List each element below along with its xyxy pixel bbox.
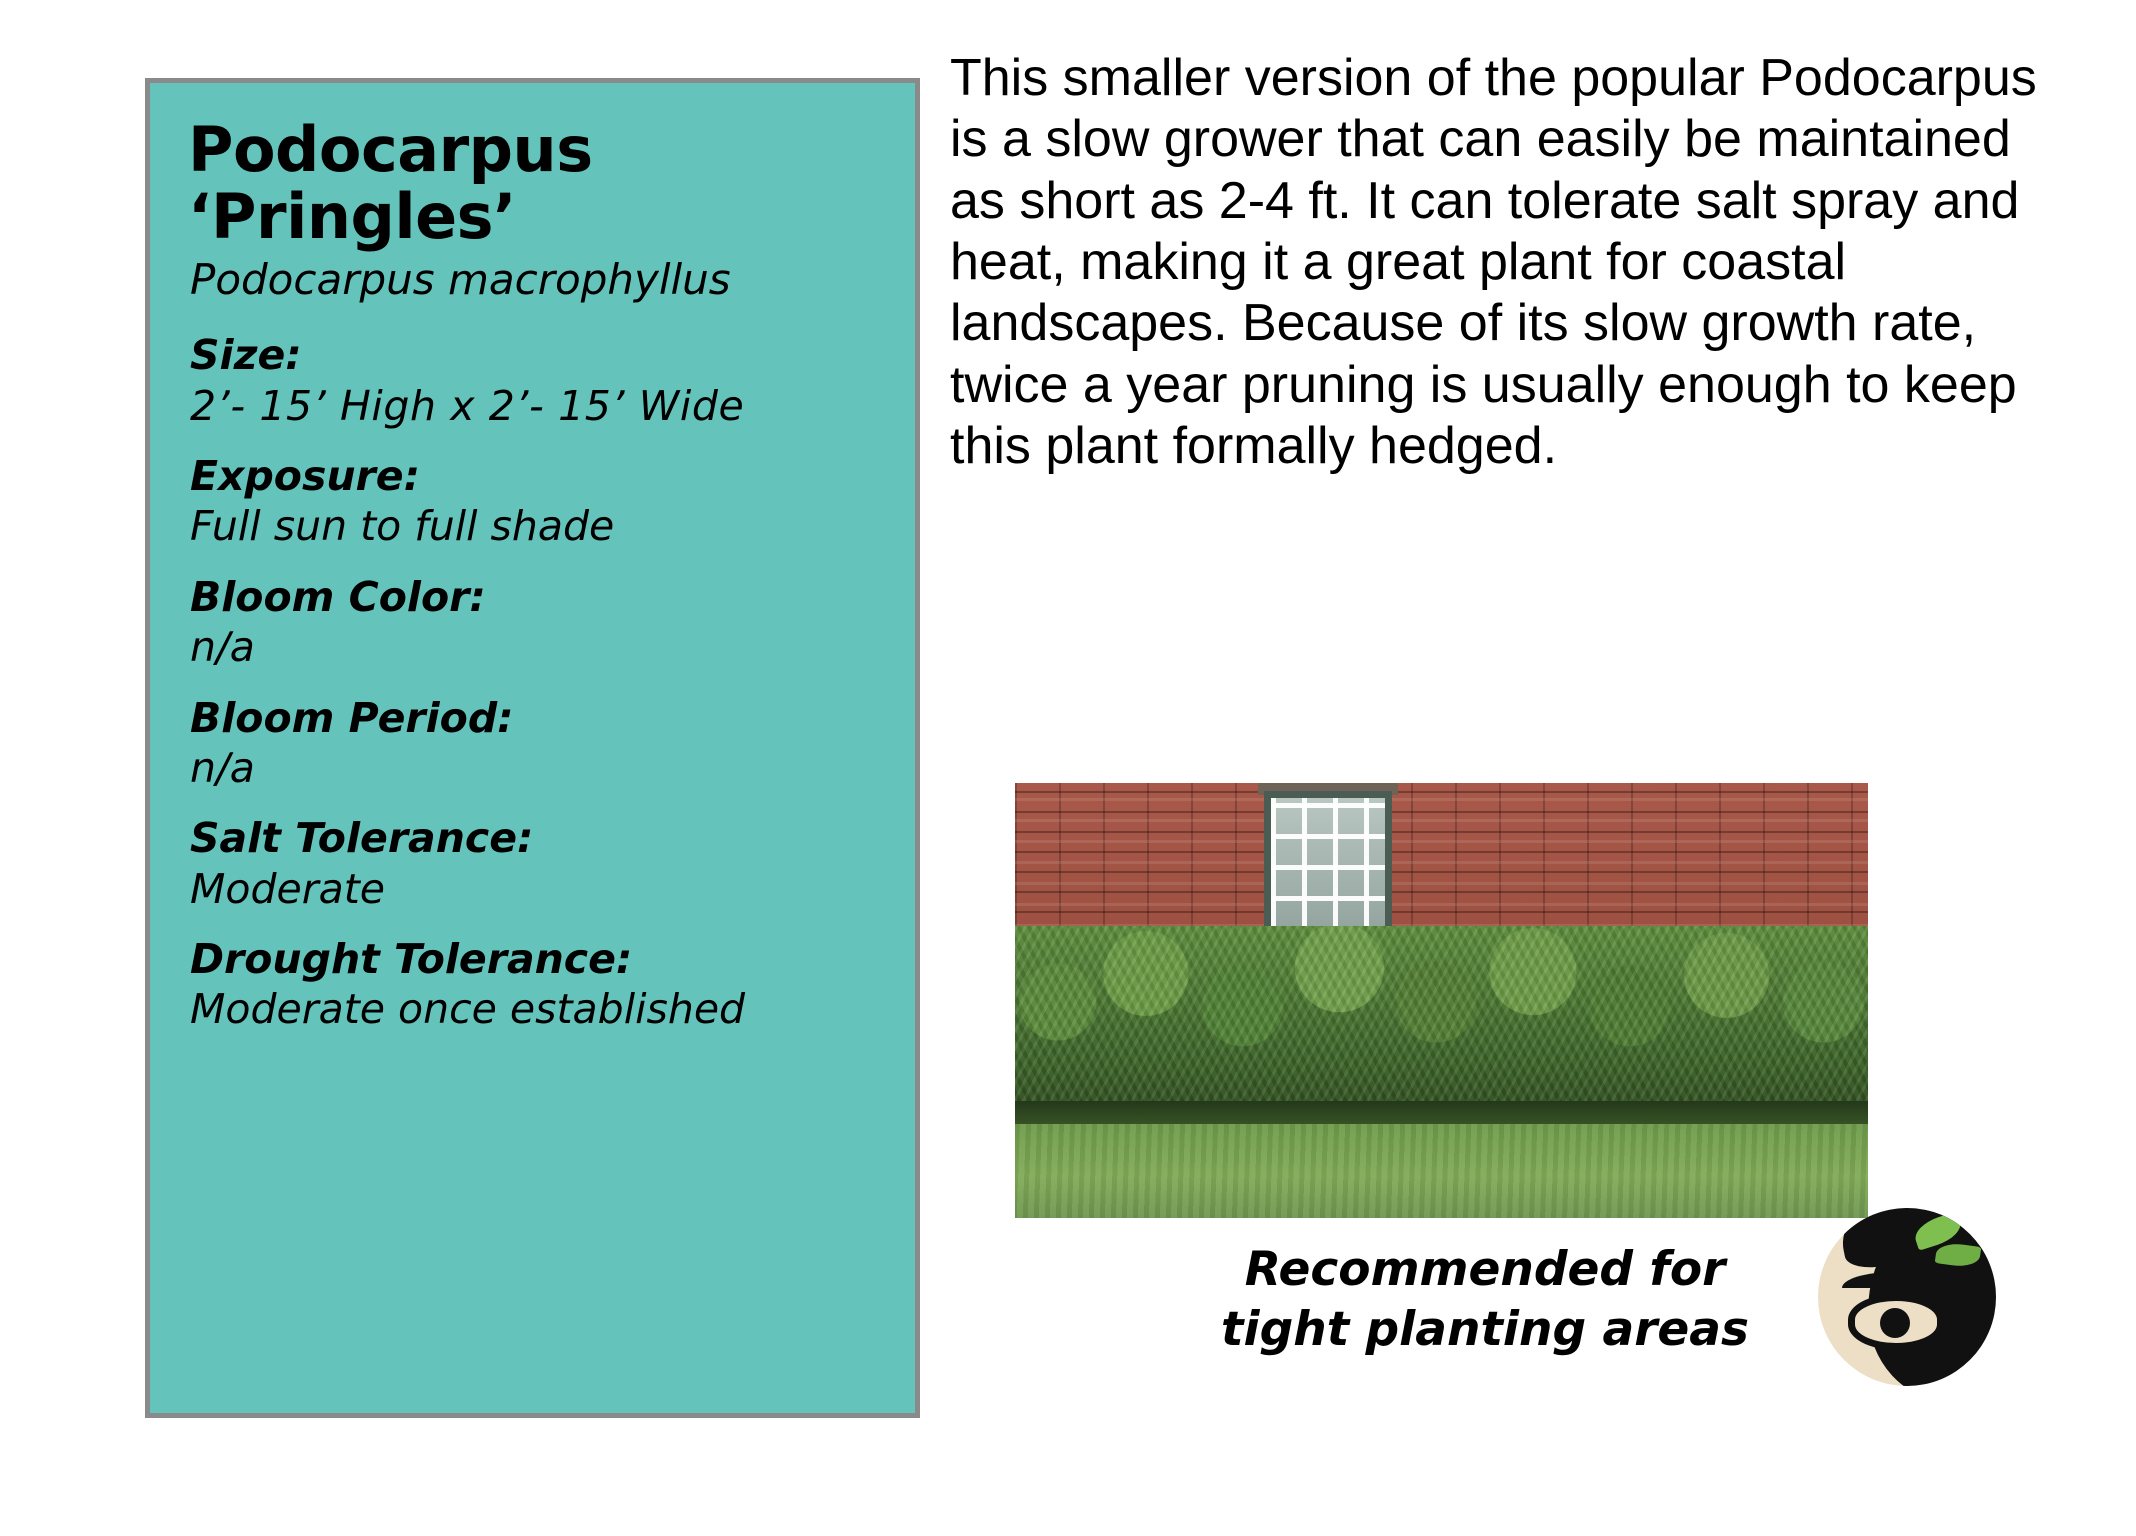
field-salt-tolerance-label: Salt Tolerance:	[190, 814, 534, 863]
logo-eye-pupil	[1880, 1308, 1910, 1338]
building-window	[1264, 791, 1392, 939]
field-bloom-color-label: Bloom Color:	[190, 572, 486, 621]
plant-info-card	[145, 78, 920, 1418]
field-salt-tolerance	[188, 814, 875, 913]
field-bloom-color-value: n/a	[190, 623, 255, 672]
plant-description: This smaller version of the popular Podocarpus is a slow grower that can easily be maintained as short as 2-4 ft. It can tolerate salt spray and heat, making it a great plant for coastal landscapes. Because of its slow growth rate, twice a year pruning is usually enough to keep this plant formally hedged.	[950, 49, 2037, 476]
hedge-foliage-texture	[1015, 926, 1868, 1116]
lawn	[1015, 1124, 1868, 1218]
plant-name: Podocarpus ‘Pringles’	[188, 113, 593, 253]
field-drought-tolerance-label: Drought Tolerance:	[190, 935, 633, 984]
field-drought-tolerance-value: Moderate once established	[190, 985, 746, 1034]
field-size-label: Size:	[190, 331, 302, 380]
field-bloom-period-label: Bloom Period:	[190, 693, 514, 742]
plant-latin-name: Podocarpus macrophyllus	[190, 254, 731, 304]
field-exposure-value: Full sun to full shade	[190, 502, 615, 551]
plant-photo	[1015, 783, 1868, 1218]
window-panes	[1271, 798, 1385, 932]
recommendation-text	[1185, 1240, 1785, 1360]
field-size	[188, 331, 875, 430]
eye-leaf-logo-icon	[1818, 1208, 1996, 1386]
description-column	[950, 48, 2060, 478]
field-bloom-period-value: n/a	[190, 743, 255, 792]
field-exposure	[188, 452, 875, 551]
field-bloom-period	[188, 694, 875, 793]
field-exposure-label: Exposure:	[190, 452, 420, 501]
field-bloom-color	[188, 573, 875, 672]
field-size-value: 2’- 15’ High x 2’- 15’ Wide	[190, 381, 745, 430]
field-drought-tolerance	[188, 935, 875, 1034]
recommendation-line-1: Recommended for	[1244, 1242, 1726, 1297]
field-salt-tolerance-value: Moderate	[190, 864, 385, 913]
recommendation-line-2: tight planting areas	[1221, 1302, 1749, 1358]
